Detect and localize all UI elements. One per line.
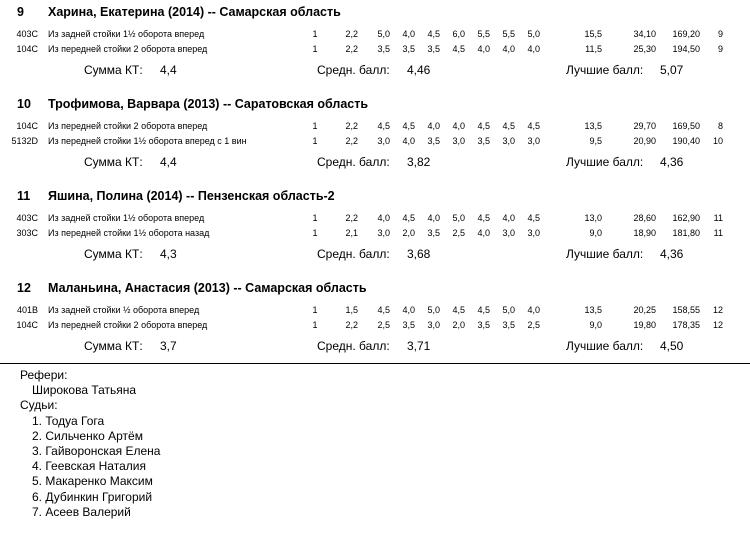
- dive-points: 20,90: [633, 136, 656, 146]
- raw-score: 13,0: [584, 213, 602, 223]
- judge-score: 5,0: [502, 305, 515, 315]
- referee-name: Широкова Татьяна: [32, 383, 137, 398]
- dive-points: 34,10: [633, 29, 656, 39]
- running-total: 162,90: [672, 213, 700, 223]
- officials-section: [0, 368, 160, 520]
- sum-kt-value: 4,4: [160, 155, 177, 169]
- judge-score: 5,0: [452, 213, 465, 223]
- judge-score: 3,0: [527, 136, 540, 146]
- best-label: Лучшие балл:: [566, 339, 644, 353]
- dive-position: 1: [312, 29, 318, 39]
- judge-score: 3,0: [377, 228, 390, 238]
- judge-score: 4,5: [477, 305, 490, 315]
- rank: 9: [717, 44, 723, 54]
- rank: 12: [712, 320, 723, 330]
- dive-description: Из передней стойки 1½ оборота вперед с 1 вин: [48, 136, 247, 146]
- best-value: 5,07: [660, 63, 684, 77]
- athlete-summary: [0, 245, 750, 263]
- athlete-block: [0, 278, 750, 370]
- judge-score: 3,0: [452, 136, 465, 146]
- dive-code: 401B: [16, 305, 38, 315]
- dive-row: [0, 27, 750, 42]
- judge-item: 5. Макаренко Максим: [32, 474, 153, 489]
- raw-score: 13,5: [584, 305, 602, 315]
- avg-value: 3,82: [407, 155, 431, 169]
- sum-kt-value: 4,3: [160, 247, 177, 261]
- avg-value: 3,71: [407, 339, 431, 353]
- dive-points: 29,70: [633, 121, 656, 131]
- dive-description: Из передней стойки 1½ оборота назад: [48, 228, 210, 238]
- dive-difficulty: 2,2: [345, 136, 358, 146]
- athlete-summary: [0, 61, 750, 79]
- dive-code: 5132D: [11, 136, 38, 146]
- dive-code: 303C: [16, 228, 38, 238]
- avg-label: Средн. балл:: [317, 339, 390, 353]
- judge-score: 4,5: [377, 121, 390, 131]
- judge-score: 3,0: [502, 228, 515, 238]
- judge-score: 5,0: [527, 29, 540, 39]
- raw-score: 11,5: [585, 44, 602, 54]
- judge-score: 4,0: [477, 228, 490, 238]
- judge-score: 4,0: [377, 213, 390, 223]
- judge-score: 3,5: [402, 44, 415, 54]
- dive-description: Из задней стойки 1½ оборота вперед: [48, 29, 205, 39]
- avg-value: 4,46: [407, 63, 431, 77]
- judge-score: 4,0: [402, 29, 415, 39]
- running-total: 190,40: [672, 136, 700, 146]
- judge-item: 6. Дубинкин Григорий: [32, 489, 153, 504]
- dive-position: 1: [312, 305, 318, 315]
- judge-score: 2,0: [452, 320, 465, 330]
- athlete-block: [0, 2, 750, 94]
- dive-difficulty: 2,2: [345, 121, 358, 131]
- rank: 8: [717, 121, 723, 131]
- judge-score: 2,5: [527, 320, 540, 330]
- judge-score: 4,5: [402, 121, 415, 131]
- running-total: 169,20: [672, 29, 700, 39]
- dive-position: 1: [312, 121, 318, 131]
- dive-position: 1: [312, 228, 318, 238]
- judge-score: 4,0: [477, 44, 490, 54]
- dive-row: [0, 42, 750, 57]
- sum-kt-label: Сумма КТ:: [84, 155, 143, 169]
- judge-score: 4,5: [527, 121, 540, 131]
- judge-score: 5,5: [477, 29, 490, 39]
- judge-score: 3,0: [527, 228, 540, 238]
- avg-label: Средн. балл:: [317, 155, 390, 169]
- judge-score: 4,0: [427, 213, 440, 223]
- best-value: 4,36: [660, 247, 684, 261]
- best-label: Лучшие балл:: [566, 247, 644, 261]
- athlete-block: [0, 94, 750, 186]
- judge-score: 3,5: [502, 320, 515, 330]
- athlete-name: Харина, Екатерина (2014) -- Самарская область: [48, 5, 341, 19]
- athlete-name: Трофимова, Варвара (2013) -- Саратовская область: [48, 97, 369, 111]
- athlete-summary: [0, 153, 750, 171]
- avg-label: Средн. балл:: [317, 63, 390, 77]
- athlete-name: Яшина, Полина (2014) -- Пензенская область-2: [48, 189, 335, 203]
- dive-row: [0, 119, 750, 134]
- judge-score: 3,0: [377, 136, 390, 146]
- judge-score: 6,0: [452, 29, 465, 39]
- judge-score: 5,5: [502, 29, 515, 39]
- raw-score: 9,0: [589, 320, 602, 330]
- judge-score: 4,0: [502, 44, 515, 54]
- dive-difficulty: 1,5: [345, 305, 358, 315]
- dive-code: 104C: [16, 44, 38, 54]
- raw-score: 9,5: [589, 136, 602, 146]
- dive-points: 18,90: [633, 228, 656, 238]
- best-label: Лучшие балл:: [566, 63, 644, 77]
- divider: [0, 363, 750, 364]
- judge-score: 5,0: [377, 29, 390, 39]
- athlete-number: 12: [17, 281, 31, 295]
- running-total: 169,50: [672, 121, 700, 131]
- sum-kt-value: 4,4: [160, 63, 177, 77]
- judge-score: 4,0: [402, 305, 415, 315]
- best-value: 4,36: [660, 155, 684, 169]
- dive-position: 1: [312, 213, 318, 223]
- running-total: 178,35: [672, 320, 700, 330]
- best-value: 4,50: [660, 339, 684, 353]
- rank: 11: [713, 213, 723, 223]
- dive-code: 403C: [16, 29, 38, 39]
- judge-score: 4,5: [477, 121, 490, 131]
- judge-score: 2,5: [452, 228, 465, 238]
- judge-score: 4,0: [402, 136, 415, 146]
- judge-score: 3,0: [502, 136, 515, 146]
- judge-score: 4,5: [527, 213, 540, 223]
- dive-description: Из передней стойки 2 оборота вперед: [48, 320, 208, 330]
- judge-score: 5,0: [427, 305, 440, 315]
- judge-item: 3. Гайворонская Елена: [32, 444, 161, 459]
- dive-code: 104C: [16, 320, 38, 330]
- running-total: 181,80: [672, 228, 700, 238]
- avg-value: 3,68: [407, 247, 431, 261]
- dive-difficulty: 2,2: [345, 213, 358, 223]
- rank: 11: [713, 228, 723, 238]
- judge-score: 4,0: [502, 213, 515, 223]
- referee-heading: Рефери:: [20, 368, 68, 382]
- judge-score: 4,0: [427, 121, 440, 131]
- judge-score: 4,5: [452, 44, 465, 54]
- avg-label: Средн. балл:: [317, 247, 390, 261]
- dive-description: Из задней стойки ½ оборота вперед: [48, 305, 200, 315]
- judge-item: 4. Геевская Наталия: [32, 459, 146, 474]
- judges-heading: Судьи:: [20, 398, 58, 413]
- athlete-summary: [0, 337, 750, 355]
- judge-score: 4,5: [502, 121, 515, 131]
- athlete-number: 10: [17, 97, 31, 111]
- dive-row: [0, 134, 750, 149]
- judge-score: 3,5: [477, 320, 490, 330]
- judge-score: 4,5: [377, 305, 390, 315]
- judge-score: 3,0: [427, 320, 440, 330]
- judge-item: 1. Тодуа Гога: [32, 413, 105, 428]
- sum-kt-label: Сумма КТ:: [84, 339, 143, 353]
- running-total: 158,55: [672, 305, 700, 315]
- judge-score: 4,5: [427, 29, 440, 39]
- dive-position: 1: [312, 320, 318, 330]
- dive-description: Из задней стойки 1½ оборота вперед: [48, 213, 205, 223]
- dive-points: 19,80: [633, 320, 656, 330]
- athlete-block: [0, 186, 750, 278]
- dive-difficulty: 2,1: [345, 228, 358, 238]
- judge-score: 4,5: [477, 213, 490, 223]
- judge-score: 4,0: [527, 44, 540, 54]
- running-total: 194,50: [672, 44, 700, 54]
- judge-score: 4,5: [452, 305, 465, 315]
- dive-difficulty: 2,2: [345, 29, 358, 39]
- dive-code: 104C: [16, 121, 38, 131]
- dive-description: Из передней стойки 2 оборота вперед: [48, 121, 208, 131]
- dive-code: 403C: [16, 213, 38, 223]
- rank: 9: [717, 29, 723, 39]
- dive-difficulty: 2,2: [345, 44, 358, 54]
- best-label: Лучшие балл:: [566, 155, 644, 169]
- dive-points: 20,25: [633, 305, 656, 315]
- sum-kt-value: 3,7: [160, 339, 177, 353]
- judge-score: 3,5: [427, 136, 440, 146]
- dive-row: [0, 226, 750, 241]
- dive-row: [0, 318, 750, 333]
- dive-position: 1: [312, 44, 318, 54]
- judge-score: 2,5: [377, 320, 390, 330]
- dive-row: [0, 211, 750, 226]
- judge-score: 3,5: [427, 228, 440, 238]
- dive-row: [0, 303, 750, 318]
- judge-score: 4,5: [402, 213, 415, 223]
- athlete-number: 9: [17, 5, 24, 19]
- judge-score: 4,0: [527, 305, 540, 315]
- dive-description: Из передней стойки 2 оборота вперед: [48, 44, 208, 54]
- dive-difficulty: 2,2: [345, 320, 358, 330]
- athlete-name: Маланьина, Анастасия (2013) -- Самарская область: [48, 281, 367, 295]
- dive-position: 1: [312, 136, 318, 146]
- judge-score: 2,0: [402, 228, 415, 238]
- athlete-number: 11: [17, 189, 31, 203]
- sum-kt-label: Сумма КТ:: [84, 247, 143, 261]
- rank: 12: [712, 305, 723, 315]
- judge-score: 3,5: [427, 44, 440, 54]
- rank: 10: [712, 136, 723, 146]
- dive-points: 28,60: [633, 213, 656, 223]
- judge-score: 3,5: [402, 320, 415, 330]
- judge-item: 2. Сильченко Артём: [32, 428, 143, 443]
- judge-score: 4,0: [452, 121, 465, 131]
- raw-score: 15,5: [584, 29, 602, 39]
- raw-score: 13,5: [584, 121, 602, 131]
- judge-score: 3,5: [377, 44, 390, 54]
- judge-score: 3,5: [477, 136, 490, 146]
- raw-score: 9,0: [589, 228, 602, 238]
- sum-kt-label: Сумма КТ:: [84, 63, 143, 77]
- dive-points: 25,30: [633, 44, 656, 54]
- judge-item: 7. Асеев Валерий: [32, 504, 131, 519]
